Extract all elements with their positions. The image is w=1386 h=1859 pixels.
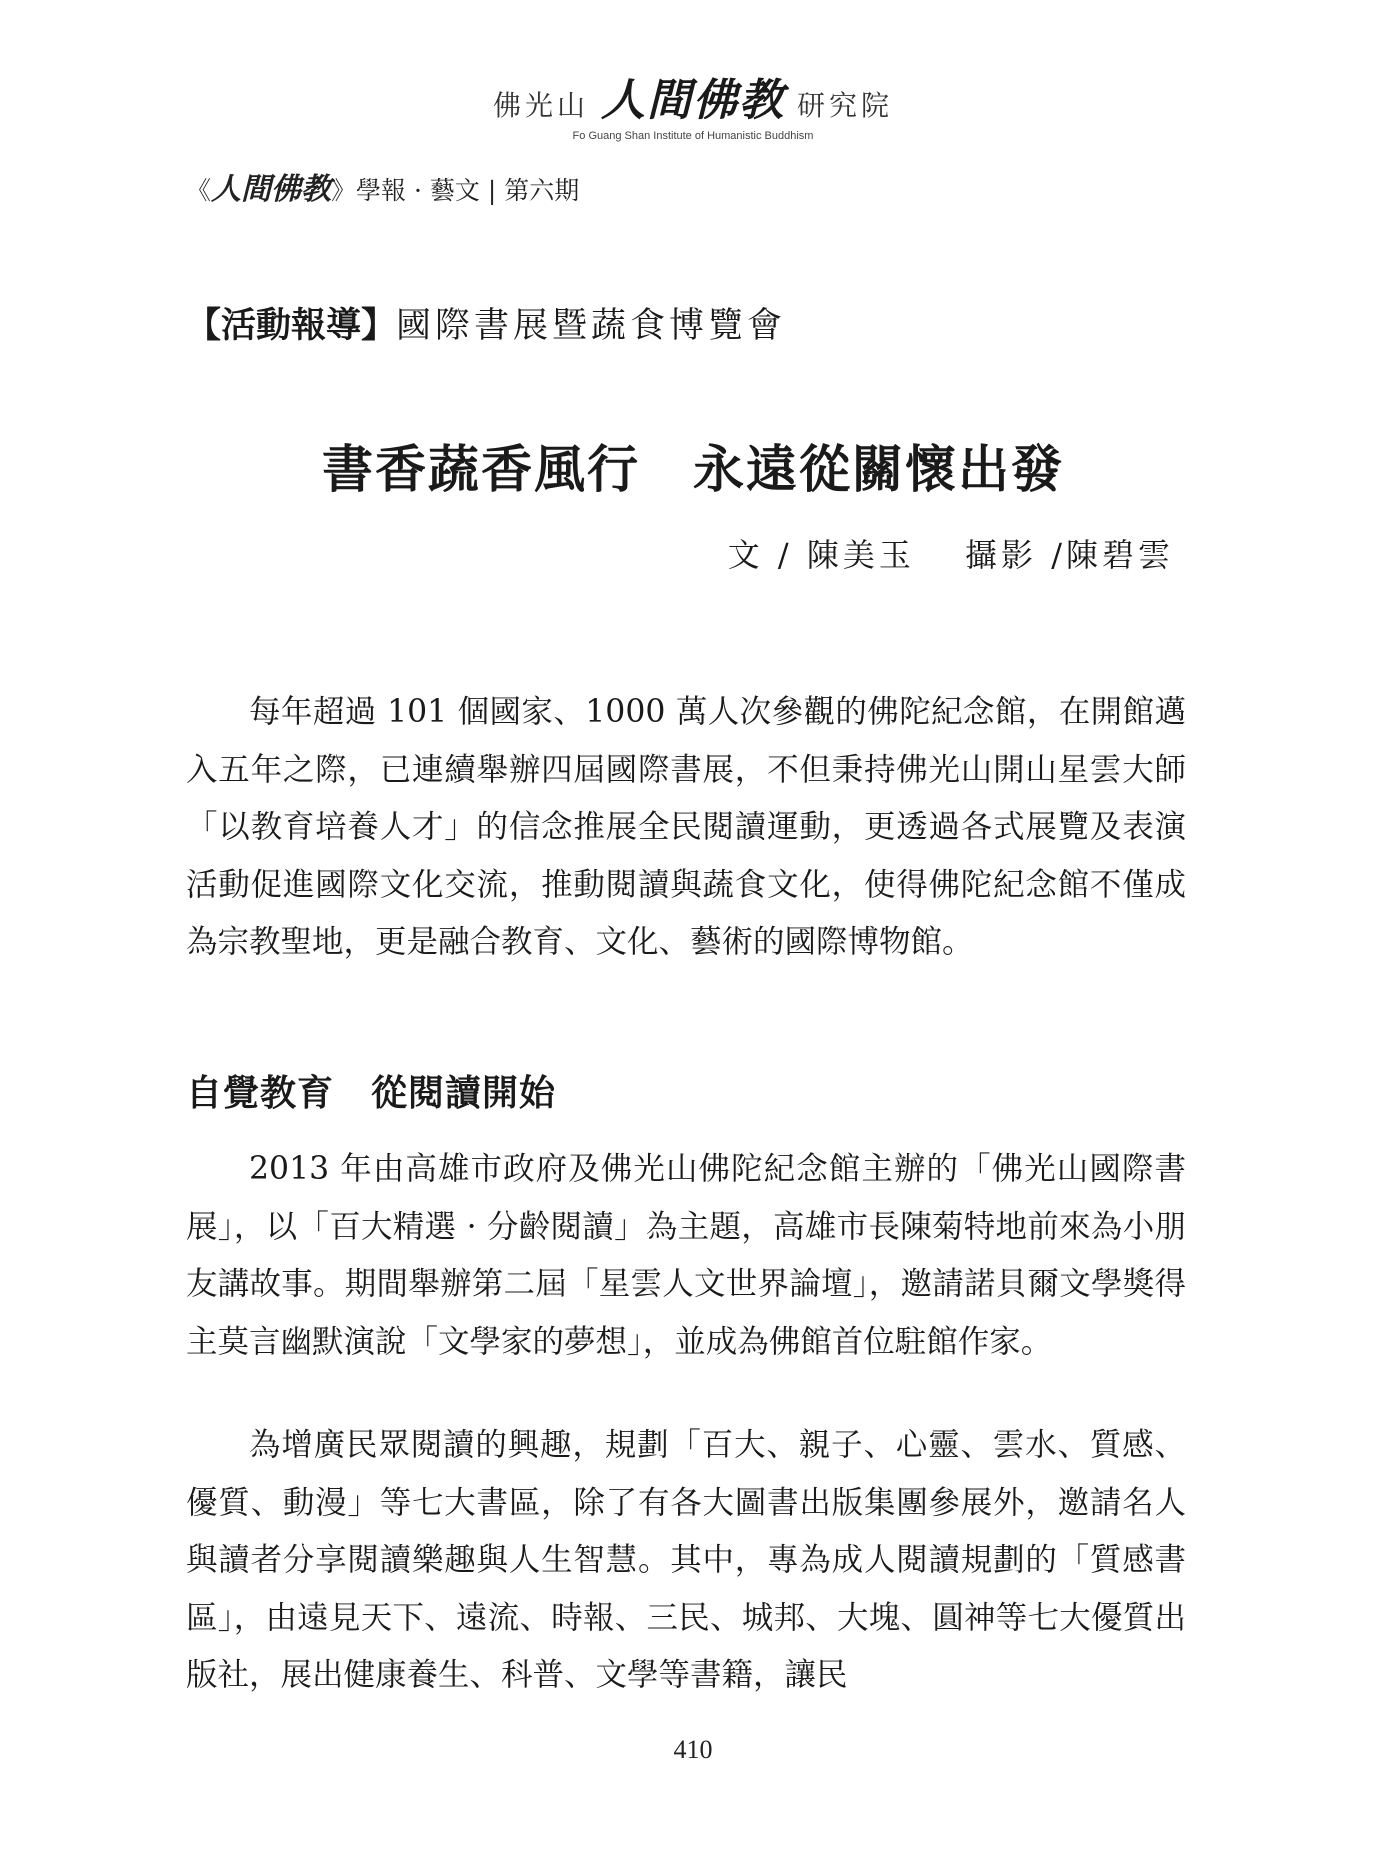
institute-logo <box>493 64 893 128</box>
journal-running-head <box>186 164 579 208</box>
article-title: 書香蔬香風行 永遠從關懷出發 <box>321 440 1064 500</box>
institute-english-name: Fo Guang Shan Institute of Humanistic Buddhism <box>572 130 814 142</box>
journal-title-open: 《 <box>186 176 212 205</box>
report-tag: 【活動報導】 <box>186 305 397 346</box>
journal-title-close: 》 <box>331 176 357 205</box>
institute-header <box>0 64 1386 142</box>
body-paragraph-2: 2013 年由高雄市政府及佛光山佛陀紀念館主辦的「佛光山國際書展」，以「百大精選 · 分齡閱讀」為主題，高雄市長陳菊特地前來為小朋友講故事。期間舉辦第二屆「星雲人文世界論壇」，邀請諾貝爾文學獎得主莫言幽默演說「文學家的夢想」，並成為佛館首位駐館作家。 <box>186 1151 1186 1360</box>
institute-brand-calligraphy: 人間佛教 <box>601 75 785 126</box>
report-heading <box>186 298 786 348</box>
institute-name-right: 研究院 <box>797 89 894 122</box>
journal-section-issue: 學報 · 藝文 | 第六期 <box>356 176 580 205</box>
report-event-name: 國際書展暨蔬食博覽會 <box>396 306 787 346</box>
institute-name-left: 佛光山 <box>492 89 589 122</box>
journal-brand-calligraphy: 人間佛教 <box>211 172 332 207</box>
body-paragraph-3: 為增廣民眾閱讀的興趣，規劃「百大、親子、心靈、雲水、質感、優質、動漫」等七大書區，除了有各大圖書出版集團參展外，邀請名人與讀者分享閱讀樂趣與人生智慧。其中，專為成人閱讀規劃的「質感書區」，由遠見天下、遠流、時報、三民、城邦、大塊、圓神等七大優質出版社，展出健康養生、科普、文學等書籍，讓民 <box>186 1427 1186 1693</box>
page-number: 410 <box>673 1735 713 1764</box>
body-paragraph-1: 每年超過 101 個國家、1000 萬人次參觀的佛陀紀念館，在開館邁入五年之際，已連續舉辦四屆國際書展，不但秉持佛光山開山星雲大師「以教育培養人才」的信念推展全民閱讀運動，更透過各式展覽及表演活動促進國際文化交流，推動閱讀與蔬食文化，使得佛陀紀念館不僅成為宗教聖地，更是融合教育、文化、藝術的國際博物館。 <box>186 694 1186 960</box>
article-byline: 文 / 陳美玉 攝影 /陳碧雲 <box>727 536 1174 574</box>
section-heading: 自覺教育 從閱讀開始 <box>186 1072 557 1114</box>
